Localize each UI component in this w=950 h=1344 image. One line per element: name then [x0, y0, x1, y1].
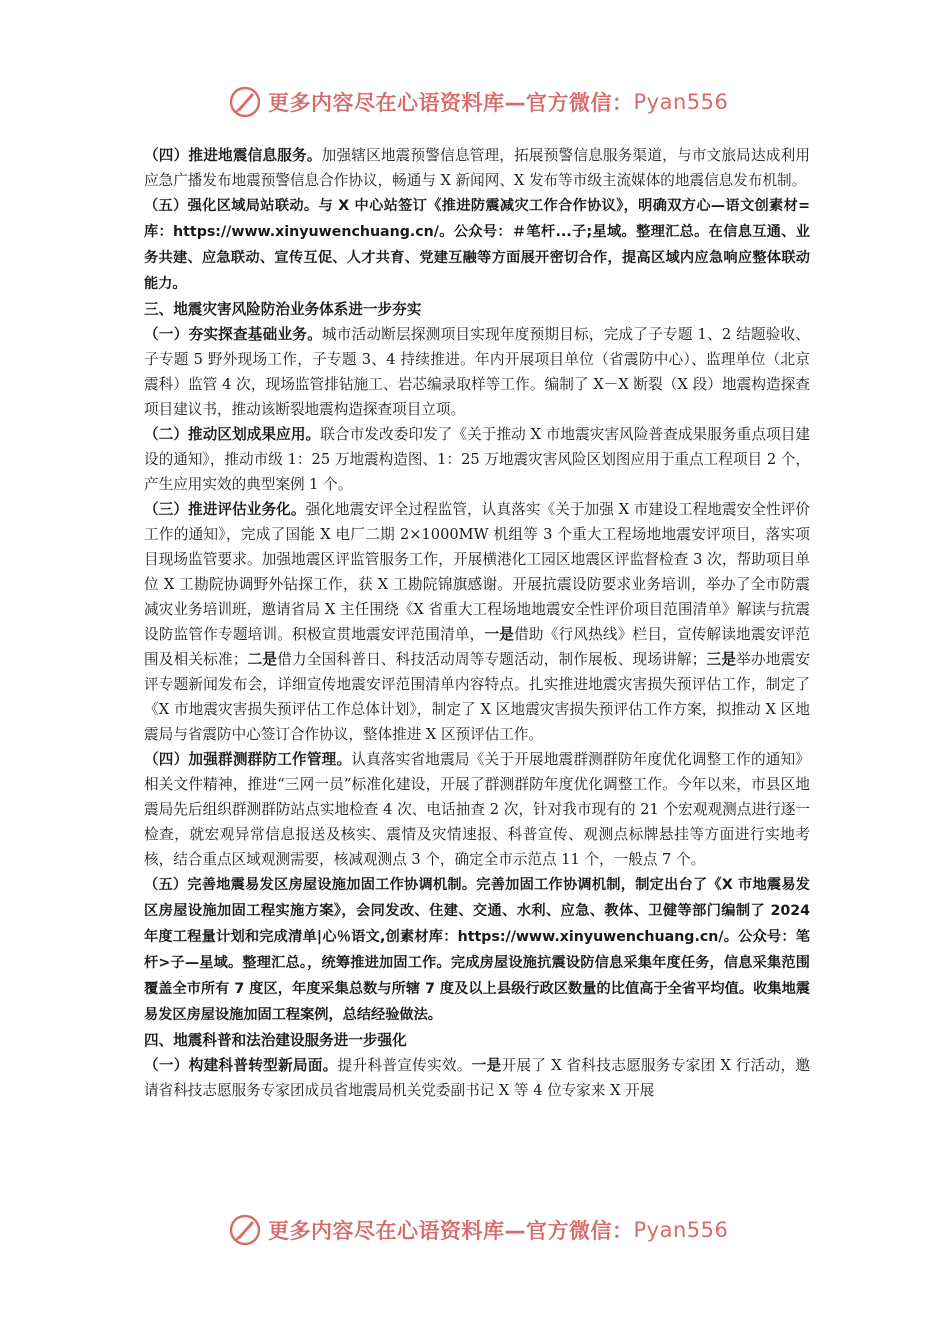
document-body	[144, 143, 810, 1103]
banner-wechat-id: Pyan556	[633, 1218, 729, 1242]
point-text: 借助《行风热线》栏目，宣传解读地震安评范围及相关标准；	[144, 626, 810, 668]
point-text: 借力全国科普日、科技活动周等专题活动，制作展板、现场讲解；	[277, 651, 707, 668]
section-heading-4: 四、地震科普和法治建设服务进一步强化	[144, 1032, 407, 1049]
paragraph-reinforcement	[144, 872, 810, 1028]
point-marker: 三是	[706, 651, 737, 668]
paragraph-lead: （四）加强群测群防工作管理。	[144, 751, 352, 768]
banner-brand-text: 更多内容尽在心语资料库—官方微信：	[268, 91, 634, 115]
paragraph-text: 强化地震安评全过程监管，认真落实《关于加强 X 市建设工程地震安全性评价工作的通知》，完成了国能 X 电厂二期 2×1000MW 机组等 3 个重大工程场地地震安评项目，落实项目现场监管要求。加强地震区评监管服务工作，开展横港化工园区地震区评监督检查 3 次，帮助项目单位 X 工勘院协调野外钻探工作，获 X 工勘院锦旗感谢。开展抗震设防要求业务培训，举办了全市防震减灾业务培训班，邀请省局 X 主任围绕《X 省重大工程场地地震安全性评价项目范围清单》解读与抗震设防监管作专题培训。积极宣贯地震安评范围清单，	[144, 501, 810, 643]
paragraph-text: 认真落实省地震局《关于开展地震群测群防年度优化调整工作的通知》相关文件精神，推进“三网一员”标准化建设，开展了群测群防年度优化调整工作。今年以来，市县区地震局先后组织群测群防站点实地检查 4 次、电话抽查 2 次，针对我市现有的 21 个宏观观测点进行逐一检查，就宏观异常信息报送及核实、震情及灾情速报、科普宣传、观测点标牌悬挂等方面进行实地考核，结合重点区域观测需要，核减观测点 3 个，确定全市示范点 11 个，一般点 7 个。	[144, 751, 810, 868]
quill-logo-icon	[228, 85, 262, 119]
paragraph-lead: （一）夯实探查基础业务。	[144, 326, 322, 343]
paragraph-lead: （五）完善地震易发区房屋设施加固工作协调机制。	[144, 877, 477, 893]
paragraph-text: 提升科普宣传实效。	[337, 1057, 472, 1074]
quill-logo-icon	[228, 1213, 262, 1247]
paragraph-regional-linkage	[144, 193, 810, 297]
paragraph-lead: （三）推进评估业务化。	[144, 501, 306, 518]
footer-banner	[228, 1210, 728, 1250]
point-text: 举办地震安评专题新闻发布会，详细宣传地震安评范围清单内容特点。扎实推进地震灾害损失预评估工作，制定了《X 市地震灾害损失预评估工作总体计划》，制定了 X 区地震灾害损失预评估工作方案，拟推动 X 区地震局与省震防中心签订合作协议，整体推进 X 区预评估工作。	[144, 651, 810, 743]
section-heading-3: 三、地震灾害风险防治业务体系进一步夯实	[144, 301, 422, 318]
paragraph-monitoring	[144, 747, 810, 872]
paragraph-science-pop	[144, 1053, 810, 1103]
paragraph-text: 完善加固工作协调机制，制定出台了《X 市地震易发区房屋设施加固工程实施方案》，会同发改、住建、交通、水利、应急、教体、卫健等部门编制了 2024 年度工程量计划和完成清单|心％语文,创素材库：https://www.xinyuwenchuang.cn/。公众号：笔杆>子—星域。整理汇总。，统筹推进加固工作。完成房屋设施抗震设防信息采集年度任务，信息采集范围覆盖全市所有 7 度区，年度采集总数与所辖 7 度及以上县级行政区数量的比值高于全省平均值。收集地震易发区房屋设施加固工程案例，总结经验做法。	[144, 877, 810, 1023]
header-banner	[228, 82, 728, 122]
paragraph-info-service	[144, 143, 810, 193]
paragraph-text: 与 X 中心站签订《推进防震减灾工作合作协议》，明确双方心—语文创素材=库：https://www.xinyuwenchuang.cn/。公众号：＃笔杆...子;星域。整理汇总。在信息互通、业务共建、应急联动、宣传互促、人才共育、党建互融等方面展开密切合作，提高区域内应急响应整体联动能力。	[144, 198, 810, 292]
paragraph-text: 加强辖区地震预警信息管理，拓展预警信息服务渠道，与市文旅局达成利用应急广播发布地震预警信息合作协议，畅通与 X 新闻网、X 发布等市级主流媒体的地震信息发布机制。	[144, 147, 810, 189]
paragraph-assessment	[144, 497, 810, 747]
banner-wechat-id: Pyan556	[633, 90, 729, 114]
paragraph-exploration	[144, 322, 810, 422]
point-marker: 二是	[247, 651, 278, 668]
paragraph-lead: （二）推动区划成果应用。	[144, 426, 321, 443]
paragraph-lead: （一）构建科普转型新局面。	[144, 1057, 338, 1074]
paragraph-lead: （五）强化区域局站联动。	[144, 198, 319, 214]
point-marker: 一是	[471, 1057, 502, 1074]
paragraph-zoning	[144, 422, 810, 497]
point-marker: 一是	[484, 626, 515, 643]
paragraph-text: 城市活动断层探测项目实现年度预期目标，完成了子专题 1、2 结题验收、子专题 5 野外现场工作，子专题 3、4 持续推进。年内开展项目单位（省震防中心）、监理单位（北京震科）监管 4 次，现场监管排钻施工、岩芯编录取样等工作。编制了 X－X 断裂（X 段）地震构造探查项目建议书，推动该断裂地震构造探查项目立项。	[144, 326, 810, 418]
paragraph-text: 联合市发改委印发了《关于推动 X 市地震灾害风险普查成果服务重点项目建设的通知》，推动市级 1：25 万地震构造图、1：25 万地震灾害风险区划图应用于重点工程项目 2 个，产生应用实效的典型案例 1 个。	[144, 426, 810, 493]
paragraph-lead: （四）推进地震信息服务。	[144, 147, 322, 164]
point-text: 开展了 X 省科技志愿服务专家团 X 行活动，邀请省科技志愿服务专家团成员省地震局机关党委副书记 X 等 4 位专家来 X 开展	[144, 1057, 810, 1099]
banner-brand-text: 更多内容尽在心语资料库—官方微信：	[268, 1219, 634, 1243]
